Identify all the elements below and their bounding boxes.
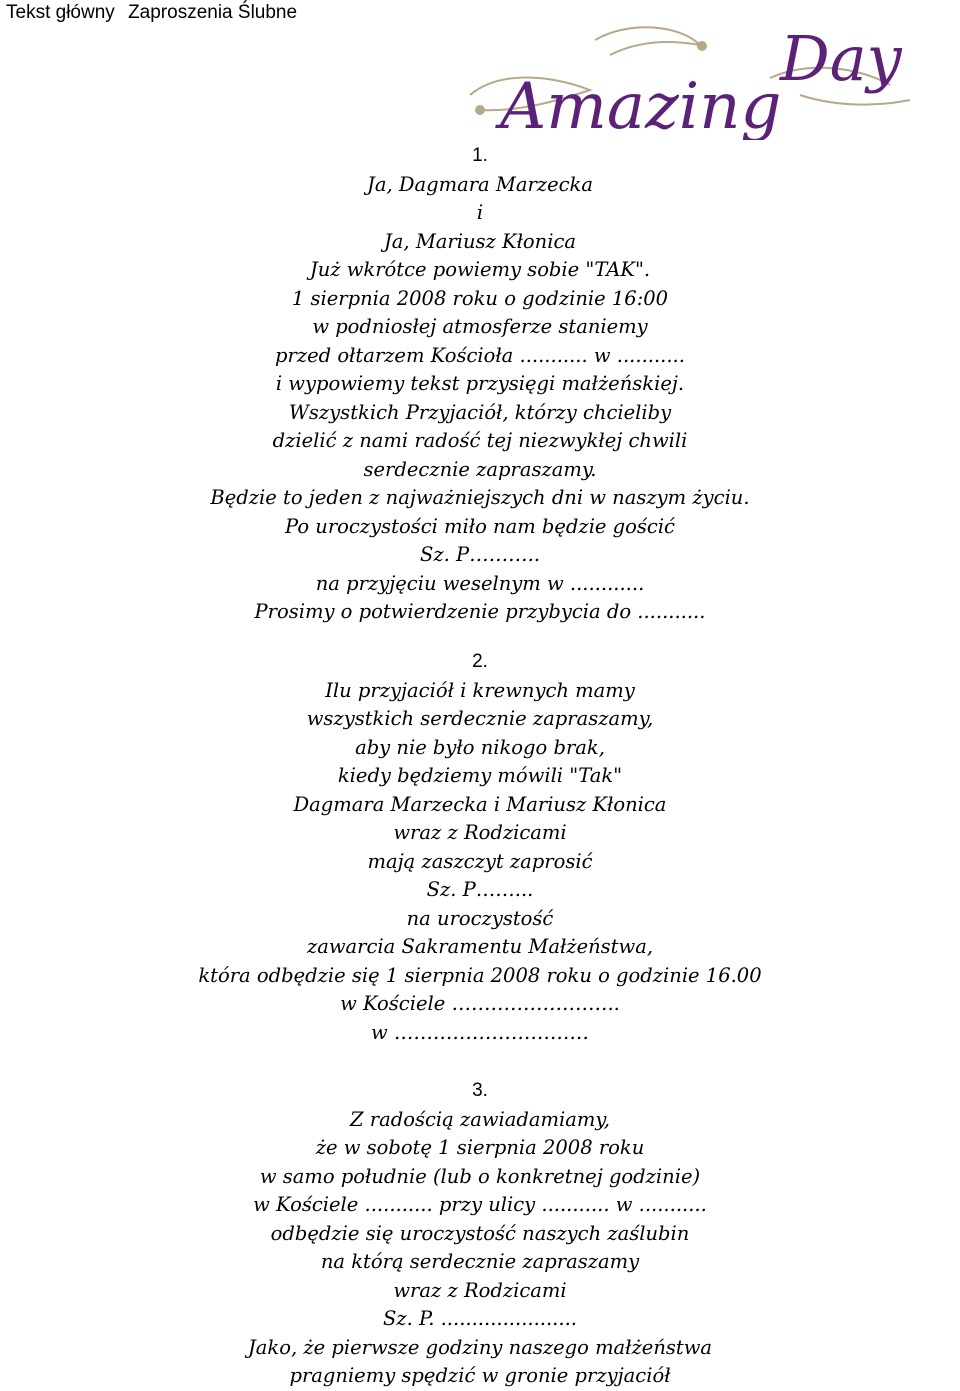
invitation-line: w Kościele ........... przy ulicy ........... w ........... xyxy=(253,1193,707,1216)
amazing-day-logo xyxy=(440,0,960,140)
invitation-line: Prosimy o potwierdzenie przybycia do ........... xyxy=(254,600,706,623)
invitation-text-3 xyxy=(0,1077,960,1391)
invitation-line: w Kościele …………………….. xyxy=(340,992,620,1015)
invitation-line: wraz z Rodzicami xyxy=(393,1278,567,1302)
invitation-line: odbędzie się uroczystość naszych zaślubin xyxy=(270,1221,690,1245)
invitation-line: kiedy będziemy mówili "Tak" xyxy=(337,764,623,787)
invitation-line: Z radością zawiadamiamy, xyxy=(350,1107,610,1131)
invitation-line: Sz. P……... xyxy=(426,878,534,901)
invitation-line: wraz z Rodzicami xyxy=(393,821,567,844)
invitation-line: Ja, Mariusz Kłonica xyxy=(383,229,576,253)
invitation-line: pragniemy spędzić w gronie przyjaciół xyxy=(289,1364,671,1387)
invitation-line: na którą serdecznie zapraszamy xyxy=(320,1250,640,1273)
invitation-line: Po uroczystości miło nam będzie gościć xyxy=(285,514,675,538)
invitation-line: przed ołtarzem Kościoła ........... w ........... xyxy=(275,343,685,367)
invitation-line: która odbędzie się 1 sierpnia 2008 roku o godzinie 16.00 xyxy=(198,963,762,987)
breadcrumb-item-wedding-invitations[interactable]: Zaproszenia Ślubne xyxy=(128,2,298,23)
logo-word-amazing: Amazing xyxy=(500,70,782,140)
invitation-line: Ja, Dagmara Marzecka xyxy=(367,172,593,196)
invitation-line: i wypowiemy tekst przysięgi małżeńskiej. xyxy=(275,372,685,395)
logo-word-day: Day xyxy=(780,22,902,95)
invitation-line: wszystkich serdecznie zapraszamy, xyxy=(306,707,654,730)
invitation-line: Sz. P. ...................... xyxy=(383,1307,577,1330)
invitation-line: na przyjęciu weselnym w ............ xyxy=(315,571,645,595)
invitation-line: w ………………………… xyxy=(371,1020,589,1044)
invitation-line: Jako, że pierwsze godziny naszego małżeństwa xyxy=(247,1335,713,1359)
invitation-line: zawarcia Sakramentu Małżeństwa, xyxy=(306,935,654,958)
amazing-day-logo-graphic xyxy=(440,0,960,140)
breadcrumb-item-main-text[interactable]: Tekst główny xyxy=(6,2,115,23)
invitation-line: i xyxy=(476,201,484,224)
invitation-number: 3. xyxy=(472,1080,488,1101)
invitation-line: dzielić z nami radość tej niezwykłej chwili xyxy=(272,429,688,452)
invitation-number: 2. xyxy=(472,651,488,672)
invitation-line: 1 sierpnia 2008 roku o godzinie 16:00 xyxy=(291,286,669,310)
invitation-line: mają zaszczyt zaprosić xyxy=(367,849,593,873)
invitation-text-1 xyxy=(0,142,960,627)
invitation-line: w samo południe (lub o konkretnej godzinie) xyxy=(259,1164,701,1188)
invitation-line: serdecznie zapraszamy. xyxy=(363,457,597,481)
invitation-line: Już wkrótce powiemy sobie "TAK". xyxy=(309,258,651,281)
invitation-line: Dagmara Marzecka i Mariusz Kłonica xyxy=(293,792,667,816)
invitation-line: Ilu przyjaciół i krewnych mamy xyxy=(325,678,635,702)
invitation-number: 1. xyxy=(472,145,488,166)
invitation-line: Sz. P……….. xyxy=(419,543,541,566)
invitation-line: w podniosłej atmosferze staniemy xyxy=(312,315,648,338)
invitation-line: na uroczystość xyxy=(406,906,554,930)
invitation-text-2 xyxy=(0,648,960,1047)
invitation-line: aby nie było nikogo brak, xyxy=(355,735,605,759)
breadcrumb xyxy=(6,2,305,24)
invitation-line: Wszystkich Przyjaciół, którzy chcieliby xyxy=(288,400,672,424)
invitation-line: że w sobotę 1 sierpnia 2008 roku xyxy=(315,1136,645,1159)
invitation-line: Będzie to jeden z najważniejszych dni w naszym życiu. xyxy=(210,486,750,509)
